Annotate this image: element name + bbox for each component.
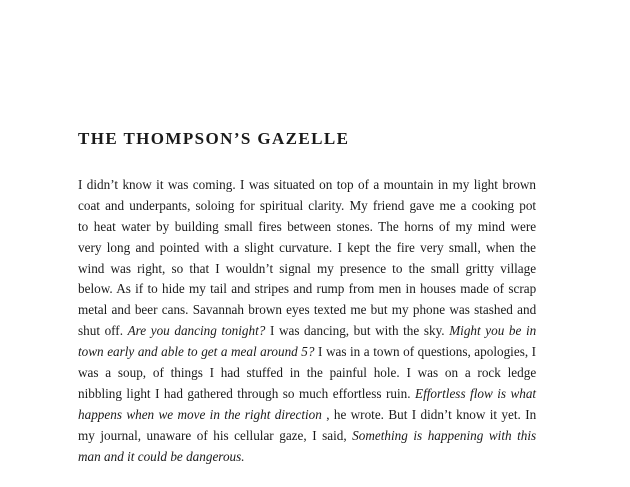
- body-text-run: by: [156, 218, 170, 234]
- body-text-run: the: [306, 365, 323, 381]
- body-text-run: shut: [78, 323, 100, 339]
- italic-text: right: [244, 406, 271, 422]
- italic-text: this: [517, 427, 537, 443]
- body-text-run: know: [456, 406, 486, 422]
- italic-text: in: [525, 323, 537, 339]
- body-text-run: texted: [313, 302, 347, 318]
- body-text-run: spiritual: [259, 197, 304, 213]
- body-text-run: in: [405, 281, 416, 297]
- body-text-run: of: [152, 365, 164, 381]
- body-text-run: below.: [78, 281, 113, 297]
- italic-text: the: [224, 406, 241, 422]
- italic-text: flow: [470, 385, 493, 401]
- body-text-run: heat: [93, 218, 116, 234]
- paragraph-line: [78, 238, 536, 259]
- body-text-run: of: [493, 281, 505, 297]
- body-text-run: metal: [78, 302, 108, 318]
- body-text-run: had: [220, 365, 240, 381]
- paragraph-line: [78, 321, 536, 342]
- body-text-run: effortless: [332, 385, 382, 401]
- body-text-run: unaware: [146, 427, 192, 443]
- italic-text: it: [127, 448, 135, 464]
- body-text-run: water: [121, 218, 151, 234]
- body-text-run: my: [452, 177, 470, 192]
- body-text-run: I: [406, 365, 411, 381]
- italic-text: be: [170, 448, 183, 464]
- body-text-run: I: [78, 177, 83, 192]
- body-text-run: in: [289, 365, 300, 381]
- paragraph-line: [78, 196, 536, 217]
- body-text-run: a: [105, 365, 112, 381]
- body-text-run: kept: [347, 239, 370, 255]
- body-text-run: was: [449, 302, 470, 318]
- body-text-run: long: [106, 239, 131, 255]
- body-text-run: between: [287, 218, 332, 234]
- body-text-run: a: [233, 239, 240, 255]
- italic-text: Effortless: [415, 385, 466, 401]
- italic-text: dangerous.: [186, 448, 245, 464]
- body-text-run: scrap: [508, 281, 537, 297]
- body-text-run: was: [248, 177, 270, 192]
- body-text-run: cooking: [471, 197, 515, 213]
- body-text-run: and: [517, 302, 537, 318]
- body-text-run: brown: [248, 302, 282, 318]
- body-text-run: My: [349, 197, 368, 213]
- body-text-run: I: [337, 239, 342, 255]
- body-text-run: and: [135, 239, 155, 255]
- body-text-run: light: [473, 177, 498, 192]
- body-text-run: I: [411, 406, 417, 422]
- body-text-run: me: [350, 302, 367, 318]
- body-text-run: journal,: [100, 427, 142, 443]
- body-text-run: clarity.: [308, 197, 345, 213]
- italic-text: is: [497, 385, 506, 401]
- body-text-run: I: [269, 323, 275, 339]
- body-text-run: questions,: [417, 344, 471, 360]
- paragraph-line: [78, 384, 536, 405]
- body-text-run: men: [378, 281, 402, 297]
- italic-text: early: [107, 344, 135, 360]
- body-text-run: in: [437, 177, 449, 192]
- body-text-run: sky.: [423, 323, 445, 339]
- body-text-run: said,: [322, 427, 347, 443]
- paragraph-line: [78, 259, 536, 280]
- body-text-run: it: [489, 406, 498, 422]
- body-text-run: ,: [326, 406, 330, 422]
- italic-text: able: [161, 344, 184, 360]
- body-text-run: eyes: [286, 302, 310, 318]
- body-text-run: very: [420, 239, 444, 255]
- italic-text: what: [510, 385, 537, 401]
- italic-text: dancing: [174, 323, 217, 339]
- body-text-run: Savannah: [192, 302, 244, 318]
- paragraph-line: [78, 405, 536, 426]
- body-text-run: my: [455, 218, 473, 234]
- italic-text: move: [177, 406, 206, 422]
- body-text-run: the: [375, 239, 392, 255]
- body-text-run: friend: [372, 197, 405, 213]
- body-text-run: stones.: [336, 218, 373, 234]
- body-text-run: soloing: [195, 197, 235, 213]
- body-text-run: was: [78, 365, 99, 381]
- body-text-run: know: [122, 177, 152, 192]
- italic-text: with: [488, 427, 512, 443]
- body-text-run: it: [156, 177, 164, 192]
- body-text-run: right,: [137, 260, 166, 276]
- body-text-run: the: [519, 239, 537, 255]
- body-text-run: gritty: [465, 260, 495, 276]
- body-text-run: so: [171, 260, 184, 276]
- body-text-run: wrote.: [350, 406, 384, 422]
- italic-text: Something: [352, 427, 408, 443]
- body-text-run: his: [213, 427, 229, 443]
- body-text-run: coming.: [192, 177, 236, 192]
- italic-text: meal: [230, 344, 257, 360]
- body-text-run: that: [189, 260, 210, 276]
- body-text-run: I: [312, 427, 317, 443]
- body-text-run: and: [105, 197, 125, 213]
- body-text-run: things: [170, 365, 203, 381]
- italic-text: town: [78, 344, 104, 360]
- body-text-run: wind: [78, 260, 105, 276]
- body-text-run: slight: [244, 239, 274, 255]
- body-text-run: pointed: [159, 239, 200, 255]
- paragraph-line: [78, 447, 536, 468]
- body-text-run: very: [78, 239, 102, 255]
- italic-text: Might: [449, 323, 481, 339]
- chapter-title: THE THOMPSON’S GAZELLE: [78, 129, 350, 148]
- body-text-run: of: [403, 344, 415, 360]
- italic-text: is: [413, 427, 423, 443]
- body-text-run: I: [155, 385, 160, 401]
- body-text-run: I: [215, 260, 220, 276]
- body-text-run: my: [391, 302, 409, 318]
- body-text-run: pot: [519, 197, 537, 213]
- body-text-run: nibbling: [78, 385, 122, 401]
- body-text-run: rock: [477, 365, 501, 381]
- italic-text: you: [485, 323, 505, 339]
- italic-text: when: [126, 406, 155, 422]
- body-text-run: me: [439, 197, 456, 213]
- body-text-run: and: [231, 281, 251, 297]
- body-text-run: I: [531, 344, 537, 360]
- paragraph-line: [78, 279, 536, 300]
- body-text-run: But: [388, 406, 408, 422]
- body-text-run: to: [78, 218, 89, 234]
- paragraph-line: [78, 217, 536, 238]
- paragraph-line: [78, 342, 536, 363]
- body-text-run: was: [417, 365, 439, 381]
- body-text-run: horns: [404, 218, 434, 234]
- body-text-run: small,: [448, 239, 481, 255]
- body-text-run: much: [298, 385, 329, 401]
- body-text-run: underpants,: [129, 197, 191, 213]
- italic-text: 5?: [301, 344, 315, 360]
- body-text-run: hole.: [373, 365, 400, 381]
- body-text-run: for: [239, 197, 255, 213]
- body-text-run: my: [78, 427, 95, 443]
- chapter-body: [78, 175, 536, 467]
- body-text-run: small: [224, 218, 253, 234]
- body-text-run: was: [110, 260, 132, 276]
- body-text-run: yet.: [501, 406, 521, 422]
- italic-text: be: [508, 323, 522, 339]
- body-text-run: had: [163, 385, 183, 401]
- body-text-run: painful: [329, 365, 367, 381]
- body-text-run: made: [460, 281, 489, 297]
- italic-text: and: [137, 344, 158, 360]
- body-text-run: didn’t: [420, 406, 452, 422]
- body-text-run: ledge: [507, 365, 537, 381]
- italic-text: a: [220, 344, 228, 360]
- italic-text: direction: [274, 406, 322, 422]
- body-text-run: curvature.: [279, 239, 333, 255]
- body-text-run: village: [500, 260, 537, 276]
- italic-text: Are: [127, 323, 147, 339]
- body-text-run: but: [370, 302, 388, 318]
- body-text-run: town: [373, 344, 400, 360]
- body-text-run: cans.: [161, 302, 189, 318]
- body-text-run: to: [147, 281, 158, 297]
- body-text-run: a: [363, 344, 370, 360]
- body-text-run: of: [439, 218, 450, 234]
- body-text-run: ruin.: [386, 385, 411, 401]
- body-text-run: In: [525, 406, 537, 422]
- body-text-run: signal: [279, 260, 311, 276]
- body-text-run: a: [464, 365, 471, 381]
- body-text-run: so: [282, 385, 295, 401]
- body-text-run: my: [316, 260, 334, 276]
- body-text-run: if: [135, 281, 144, 297]
- body-text-run: a: [373, 177, 380, 192]
- italic-text: we: [158, 406, 174, 422]
- body-text-run: stripes: [254, 281, 289, 297]
- paragraph-line: [78, 363, 536, 384]
- body-text-run: were: [510, 218, 537, 234]
- italic-text: tonight?: [221, 323, 266, 339]
- body-text-run: mind: [477, 218, 505, 234]
- paragraph-line: [78, 300, 536, 321]
- body-text-run: rump: [316, 281, 345, 297]
- body-text-run: of: [196, 427, 208, 443]
- italic-text: to: [187, 344, 198, 360]
- body-text-run: in: [350, 344, 361, 360]
- body-text-run: fire: [396, 239, 415, 255]
- body-text-run: on: [444, 365, 459, 381]
- body-text-run: I: [318, 344, 323, 360]
- body-text-run: tail: [210, 281, 227, 297]
- body-text-run: stuffed: [246, 365, 283, 381]
- paragraph-line: [78, 426, 536, 447]
- body-text-run: brown: [502, 177, 537, 192]
- body-text-run: The: [378, 218, 399, 234]
- body-text-run: cellular: [234, 427, 274, 443]
- body-text-run: with: [204, 239, 229, 255]
- body-text-run: light: [126, 385, 151, 401]
- body-text-run: fires: [258, 218, 282, 234]
- italic-text: in: [209, 406, 220, 422]
- body-text-run: of: [357, 177, 369, 192]
- body-text-run: was: [325, 344, 347, 360]
- body-text-run: gathered: [187, 385, 233, 401]
- italic-text: happens: [78, 406, 122, 422]
- body-text-run: the: [403, 323, 420, 339]
- body-text-run: through: [237, 385, 279, 401]
- body-text-run: beer: [134, 302, 158, 318]
- body-text-run: presence: [339, 260, 387, 276]
- italic-text: and: [104, 448, 124, 464]
- body-text-run: when: [486, 239, 515, 255]
- body-text-run: situated: [273, 177, 315, 192]
- body-text-run: small: [430, 260, 460, 276]
- paragraph-line: [78, 175, 536, 196]
- body-text-run: on: [319, 177, 333, 192]
- italic-text: around: [260, 344, 298, 360]
- italic-text: get: [201, 344, 218, 360]
- body-text-run: As: [116, 281, 131, 297]
- body-text-run: to: [392, 260, 403, 276]
- body-text-run: hide: [161, 281, 185, 297]
- body-text-run: stashed: [474, 302, 513, 318]
- italic-text: you: [150, 323, 170, 339]
- body-text-run: from: [348, 281, 375, 297]
- italic-text: could: [137, 448, 168, 464]
- body-text-run: my: [188, 281, 206, 297]
- body-text-run: the: [408, 260, 425, 276]
- body-text-run: a: [460, 197, 467, 213]
- body-text-run: apologies,: [474, 344, 529, 360]
- italic-text: man: [78, 448, 101, 464]
- body-text-run: building: [174, 218, 219, 234]
- body-text-run: I: [209, 365, 214, 381]
- body-text-run: with: [375, 323, 399, 339]
- body-text-run: soup,: [117, 365, 147, 381]
- body-text-run: coat: [78, 197, 100, 213]
- body-text-run: was: [167, 177, 189, 192]
- body-text-run: houses: [420, 281, 456, 297]
- body-text-run: was: [278, 323, 300, 339]
- body-text-run: he: [333, 406, 347, 422]
- body-text-run: but: [353, 323, 371, 339]
- body-text-run: gaze,: [279, 427, 307, 443]
- body-text-run: phone: [412, 302, 446, 318]
- italic-text: happening: [427, 427, 484, 443]
- body-text-run: and: [293, 281, 313, 297]
- body-text-run: wouldn’t: [225, 260, 274, 276]
- body-text-run: didn’t: [86, 177, 119, 192]
- body-text-run: and: [111, 302, 131, 318]
- body-text-run: off.: [104, 323, 123, 339]
- body-text-run: dancing,: [304, 323, 350, 339]
- body-text-run: mountain: [383, 177, 434, 192]
- body-text-run: top: [336, 177, 354, 192]
- body-text-run: I: [240, 177, 245, 192]
- body-text-run: gave: [409, 197, 435, 213]
